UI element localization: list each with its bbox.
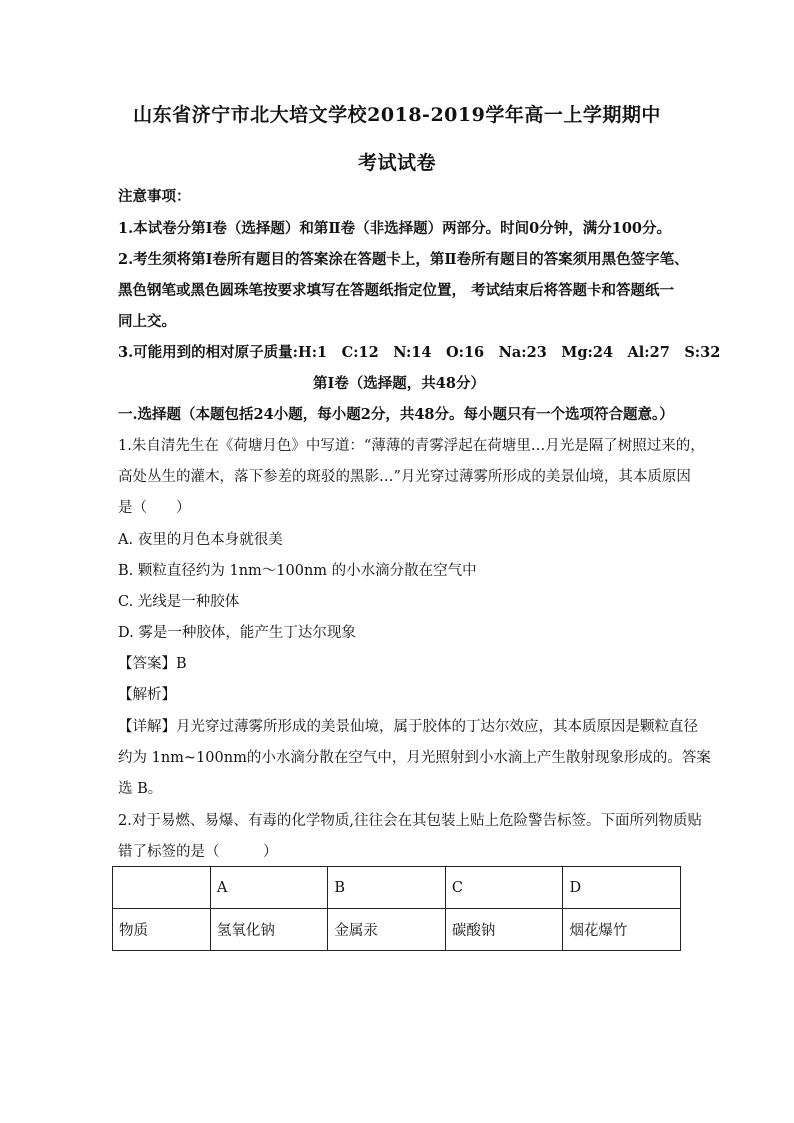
part-heading: 一.选择题（本题包括24小题，每小题2分，共48分。每小题只有一个选项符合题意。） xyxy=(118,406,674,423)
question-2-line-2: 错了标签的是（ ） xyxy=(118,844,278,860)
question-1-line-3: 是（ ） xyxy=(118,500,191,516)
question-2-line-1: 2.对于易燃、易爆、有毒的化学物质,往往会在其包装上贴上危险警告标签。下面所列物质贴 xyxy=(118,813,702,829)
table-cell: B xyxy=(328,867,446,909)
table-cell: 氢氧化钠 xyxy=(210,909,328,951)
table-cell: D xyxy=(563,867,681,909)
question-1-detail-line-1: 【详解】月光穿过薄雾所形成的美景仙境，属于胶体的丁达尔效应，其本质原因是颗粒直径 xyxy=(118,719,698,735)
question-1-option-c: C. 光线是一种胶体 xyxy=(118,594,240,610)
notice-heading: 注意事项： xyxy=(118,188,191,205)
table-header-row xyxy=(113,867,681,909)
notice-item-3: 3.可能用到的相对原子质量:H:1 C:12 N:14 O:16 Na:23 Mg:24 Al:27 S:32 xyxy=(118,344,721,361)
question-1-analysis-label: 【解析】 xyxy=(118,687,176,703)
question-1-option-b: B. 颗粒直径约为 1nm～100nm 的小水滴分散在空气中 xyxy=(118,563,477,579)
notice-item-2-line-2: 黑色钢笔或黑色圆珠笔按要求填写在答题纸指定位置， 考试结束后将答题卡和答题纸一 xyxy=(118,282,675,299)
table-cell: 物质 xyxy=(113,909,211,951)
table-cell: C xyxy=(445,867,563,909)
table-cell: 烟花爆竹 xyxy=(563,909,681,951)
table-cell: 碳酸钠 xyxy=(445,909,563,951)
question-1-detail-line-2: 约为 1nm~100nm的小水滴分散在空气中，月光照射到小水滴上产生散射现象形成的。答案 xyxy=(118,750,711,766)
question-1-detail-line-3: 选 B。 xyxy=(118,781,163,797)
question-2-table xyxy=(112,866,681,951)
question-1-answer: 【答案】B xyxy=(118,656,187,672)
table-row xyxy=(113,909,681,951)
section-heading: 第Ⅰ卷（选择题，共48分） xyxy=(313,375,485,392)
question-1-line-2: 高处丛生的灌木，落下参差的斑驳的黑影…”月光穿过薄雾所形成的美景仙境，其本质原因 xyxy=(118,469,691,485)
notice-item-2-line-3: 同上交。 xyxy=(118,313,176,330)
notice-item-1: 1.本试卷分第Ⅰ卷（选择题）和第Ⅱ卷（非选择题）两部分。时间0分钟，满分100分。 xyxy=(118,220,671,237)
page-title-continued: 考试试卷 xyxy=(357,152,436,174)
question-1-option-a: A. 夜里的月色本身就很美 xyxy=(118,532,283,548)
question-1-option-d: D. 雾是一种胶体，能产生丁达尔现象 xyxy=(118,625,356,641)
table-cell xyxy=(113,867,211,909)
notice-item-2-line-1: 2.考生须将第Ⅰ卷所有题目的答案涂在答题卡上，第Ⅱ卷所有题目的答案须用黑色签字笔、 xyxy=(118,251,689,268)
question-1-line-1: 1.朱自清先生在《荷塘月色》中写道：“薄薄的青雾浮起在荷塘里…月光是隔了树照过来的， xyxy=(118,438,705,454)
table-cell: 金属汞 xyxy=(328,909,446,951)
page-title: 山东省济宁市北大培文学校2018-2019学年高一上学期期中 xyxy=(133,104,661,126)
table-cell: A xyxy=(210,867,328,909)
